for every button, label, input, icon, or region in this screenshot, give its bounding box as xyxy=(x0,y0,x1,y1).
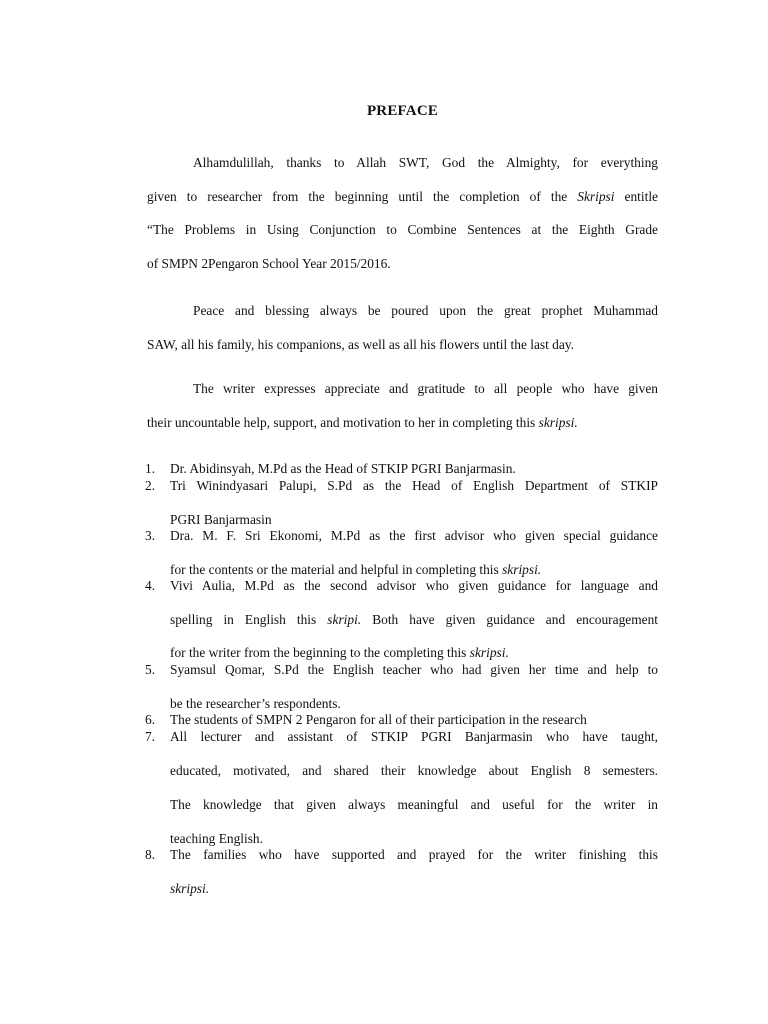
list-item-line: for the writer from the beginning to the completing this skripsi. xyxy=(170,645,509,660)
list-item-line: The families who have supported and prayed for the writer finishing this xyxy=(170,847,658,862)
paragraph-line: their uncountable help, support, and motivation to her in completing this skripsi. xyxy=(147,415,578,430)
list-item-number: 1. xyxy=(145,461,156,476)
paragraph-line: Alhamdulillah, thanks to Allah SWT, God the Almighty, for everything xyxy=(193,155,658,170)
list-item-line: Dr. Abidinsyah, M.Pd as the Head of STKIP PGRI Banjarmasin. xyxy=(170,461,516,476)
list-item-line: educated, motivated, and shared their knowledge about English 8 semesters. xyxy=(170,763,658,778)
list-item-line: Tri Winindyasari Palupi, S.Pd as the Head of English Department of STKIP xyxy=(170,478,658,493)
paragraph-line: of SMPN 2Pengaron School Year 2015/2016. xyxy=(147,256,391,271)
list-item-line: All lecturer and assistant of STKIP PGRI Banjarmasin who have taught, xyxy=(170,729,658,744)
list-item-line: The students of SMPN 2 Pengaron for all of their participation in the research xyxy=(170,712,587,727)
list-item-number: 3. xyxy=(145,528,156,543)
list-item-number: 6. xyxy=(145,712,156,727)
list-item-number: 8. xyxy=(145,847,156,862)
paragraph-line: Peace and blessing always be poured upon the great prophet Muhammad xyxy=(193,303,658,318)
list-item-number: 2. xyxy=(145,478,156,493)
paragraph-line: given to researcher from the beginning until the completion of the Skripsi entitle xyxy=(147,189,658,204)
list-item-line: PGRI Banjarmasin xyxy=(170,512,272,527)
list-item-number: 7. xyxy=(145,729,156,744)
list-item-line: teaching English. xyxy=(170,831,263,846)
list-item-line: Syamsul Qomar, S.Pd the English teacher who had given her time and help to xyxy=(170,662,658,677)
list-item-line: Vivi Aulia, M.Pd as the second advisor who given guidance for language and xyxy=(170,578,658,593)
page-title: PREFACE xyxy=(366,103,439,119)
list-item-line: skripsi. xyxy=(170,881,210,896)
paragraph-line: The writer expresses appreciate and gratitude to all people who have given xyxy=(193,381,658,396)
list-item-line: for the contents or the material and helpful in completing this skripsi. xyxy=(170,562,542,577)
list-item-line: spelling in English this skripi. Both have given guidance and encouragement xyxy=(170,612,658,627)
list-item-number: 5. xyxy=(145,662,156,677)
list-item-line: Dra. M. F. Sri Ekonomi, M.Pd as the first advisor who given special guidance xyxy=(170,528,658,543)
list-item-line: be the researcher’s respondents. xyxy=(170,696,341,711)
paragraph-line: “The Problems in Using Conjunction to Combine Sentences at the Eighth Grade xyxy=(147,222,658,237)
paragraph-line: SAW, all his family, his companions, as well as all his flowers until the last day. xyxy=(147,337,574,352)
list-item-line: The knowledge that given always meaningful and useful for the writer in xyxy=(170,797,658,812)
list-item-number: 4. xyxy=(145,578,156,593)
